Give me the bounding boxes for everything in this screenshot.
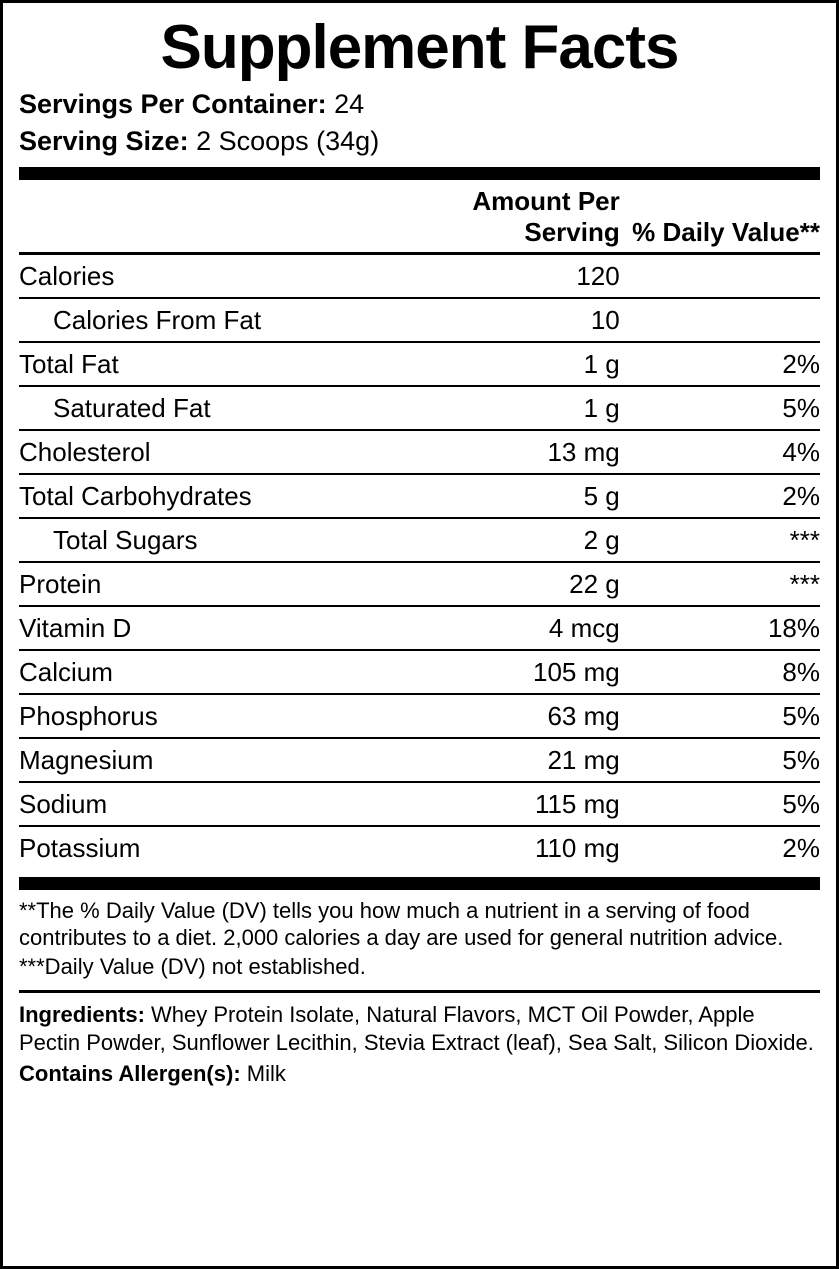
divider-thick-bottom bbox=[19, 877, 820, 890]
row-dv: 5% bbox=[620, 782, 820, 826]
row-name: Sodium bbox=[19, 782, 371, 826]
header-daily-value: % Daily Value** bbox=[620, 180, 820, 254]
servings-per-container-label: Servings Per Container: bbox=[19, 89, 327, 120]
page-title: Supplement Facts bbox=[160, 13, 679, 82]
row-dv: 2% bbox=[620, 474, 820, 518]
row-amount: 115 mg bbox=[371, 782, 619, 826]
serving-size-label: Serving Size: bbox=[19, 125, 189, 156]
row-dv: 5% bbox=[620, 694, 820, 738]
table-row bbox=[19, 342, 820, 386]
ingredients bbox=[19, 1001, 820, 1056]
row-name: Calcium bbox=[19, 650, 371, 694]
servings-per-container bbox=[19, 86, 820, 122]
row-amount: 13 mg bbox=[371, 430, 619, 474]
row-amount: 10 bbox=[371, 298, 619, 342]
row-amount: 2 g bbox=[371, 518, 619, 562]
table-row bbox=[19, 518, 820, 562]
allergens bbox=[19, 1060, 820, 1089]
row-dv bbox=[620, 298, 820, 342]
header-amount-per-serving: Amount Per Serving bbox=[371, 180, 619, 254]
ingredients-text: Whey Protein Isolate, Natural Flavors, MCT Oil Powder, Apple Pectin Powder, Sunflower Lecithin, Stevia Extract (leaf), Sea Salt, Silicon Dioxide. bbox=[19, 1002, 814, 1055]
row-name: Calories bbox=[19, 253, 371, 298]
footnotes bbox=[19, 898, 820, 980]
row-dv: 2% bbox=[620, 342, 820, 386]
row-dv: 8% bbox=[620, 650, 820, 694]
serving-size bbox=[19, 123, 820, 159]
table-row bbox=[19, 826, 820, 869]
row-dv: 5% bbox=[620, 738, 820, 782]
row-amount: 4 mcg bbox=[371, 606, 619, 650]
table-row bbox=[19, 474, 820, 518]
row-amount: 120 bbox=[371, 253, 619, 298]
table-row bbox=[19, 782, 820, 826]
row-dv bbox=[620, 253, 820, 298]
footnote-not-established: ***Daily Value (DV) not established. bbox=[19, 953, 366, 979]
table-row bbox=[19, 253, 820, 298]
row-amount: 5 g bbox=[371, 474, 619, 518]
footnote-daily-value: **The % Daily Value (DV) tells you how much a nutrient in a serving of food contributes to a diet. 2,000 calories a day are used for general nutrition advice. bbox=[19, 897, 784, 950]
allergens-text: Milk bbox=[246, 1061, 286, 1087]
table-row bbox=[19, 430, 820, 474]
row-dv: 5% bbox=[620, 386, 820, 430]
row-name: Protein bbox=[19, 562, 371, 606]
row-dv: *** bbox=[620, 562, 820, 606]
row-amount: 105 mg bbox=[371, 650, 619, 694]
table-header-row bbox=[19, 180, 820, 254]
row-name: Potassium bbox=[19, 832, 141, 863]
table-row bbox=[19, 694, 820, 738]
serving-size-value: 2 Scoops (34g) bbox=[196, 125, 380, 156]
row-name: Magnesium bbox=[19, 738, 371, 782]
header-blank bbox=[19, 180, 371, 254]
nutrition-table-body bbox=[19, 180, 820, 869]
row-amount: 1 g bbox=[371, 386, 619, 430]
row-dv: *** bbox=[620, 518, 820, 562]
table-row bbox=[19, 606, 820, 650]
ingredients-label: Ingredients: bbox=[19, 1002, 145, 1028]
divider-thick-top bbox=[19, 167, 820, 180]
table-row bbox=[19, 738, 820, 782]
allergens-label: Contains Allergen(s): bbox=[19, 1061, 241, 1087]
row-name: Total Sugars bbox=[19, 518, 371, 562]
row-name: Calories From Fat bbox=[19, 298, 371, 342]
row-dv: 4% bbox=[620, 430, 820, 474]
row-amount: 63 mg bbox=[371, 694, 619, 738]
row-amount: 22 g bbox=[371, 562, 619, 606]
nutrition-table bbox=[19, 180, 820, 869]
divider-ingredients bbox=[19, 990, 820, 993]
row-amount: 1 g bbox=[371, 342, 619, 386]
table-row bbox=[19, 562, 820, 606]
table-row bbox=[19, 386, 820, 430]
row-name: Phosphorus bbox=[19, 694, 371, 738]
row-name: Total Fat bbox=[19, 342, 371, 386]
servings-per-container-value: 24 bbox=[334, 89, 365, 120]
row-name: Saturated Fat bbox=[19, 386, 371, 430]
row-amount: 110 mg bbox=[534, 832, 620, 863]
row-dv: 18% bbox=[620, 606, 820, 650]
row-name: Cholesterol bbox=[19, 430, 371, 474]
table-row bbox=[19, 298, 820, 342]
row-name: Total Carbohydrates bbox=[19, 474, 371, 518]
row-name: Vitamin D bbox=[19, 606, 371, 650]
row-dv: 2% bbox=[782, 832, 820, 863]
row-amount: 21 mg bbox=[371, 738, 619, 782]
table-row bbox=[19, 650, 820, 694]
